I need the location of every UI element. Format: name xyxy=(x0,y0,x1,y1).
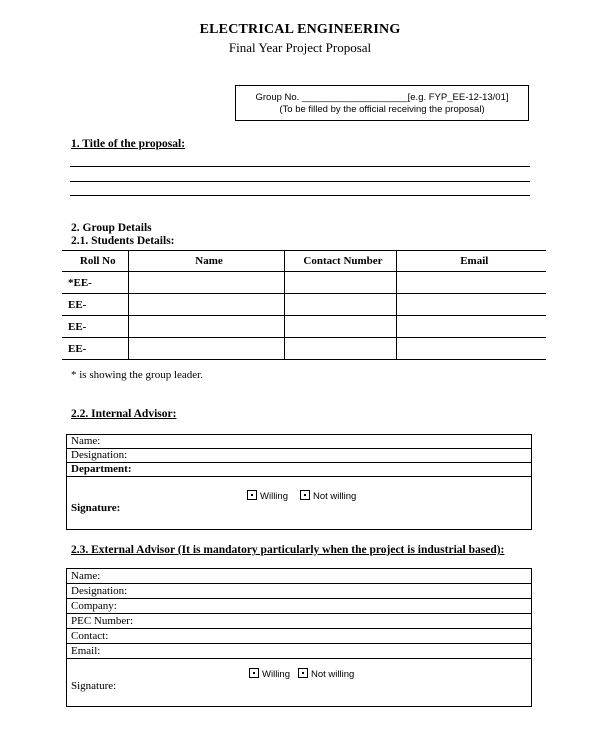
email-cell[interactable] xyxy=(396,294,546,316)
internal-advisor-heading: 2.2. Internal Advisor: xyxy=(71,408,177,420)
email-cell[interactable] xyxy=(396,338,546,360)
group-number-box xyxy=(235,85,529,121)
checkbox-icon xyxy=(249,668,259,678)
group-leader-note: * is showing the group leader. xyxy=(71,369,203,381)
contact-cell[interactable] xyxy=(284,338,396,360)
roll-cell: EE- xyxy=(62,338,128,360)
external-advisor-box xyxy=(66,568,532,707)
group-number-line: Group No. ____________________[e.g. FYP_EE-12-13/01] xyxy=(255,92,509,103)
column-header-email: Email xyxy=(396,251,546,272)
internal-not-willing-checkbox[interactable] xyxy=(300,490,356,502)
column-header-roll: Roll No xyxy=(62,251,128,272)
name-cell[interactable] xyxy=(128,338,284,360)
email-cell[interactable] xyxy=(396,316,546,338)
external-advisor-designation-field[interactable]: Designation: xyxy=(67,584,531,599)
table-row xyxy=(62,272,546,294)
roll-cell: EE- xyxy=(62,316,128,338)
external-not-willing-checkbox[interactable] xyxy=(298,668,354,680)
table-row xyxy=(62,316,546,338)
title-line-2 xyxy=(70,181,530,182)
willing-label: Willing xyxy=(260,491,288,502)
external-advisor-signature[interactable]: Signature: xyxy=(71,680,117,692)
title-line-3 xyxy=(70,195,530,196)
students-details-heading: 2.1. Students Details: xyxy=(71,235,175,247)
name-cell[interactable] xyxy=(128,272,284,294)
external-willing-checkbox[interactable] xyxy=(249,668,290,680)
checkbox-icon xyxy=(298,668,308,678)
table-row xyxy=(62,294,546,316)
not-willing-label: Not willing xyxy=(311,669,355,680)
external-advisor-name-field[interactable]: Name: xyxy=(67,569,531,584)
not-willing-label: Not willing xyxy=(313,491,357,502)
external-advisor-pec-field[interactable]: PEC Number: xyxy=(67,614,531,629)
internal-advisor-department-field[interactable]: Department: xyxy=(71,463,132,475)
roll-cell: *EE- xyxy=(62,272,128,294)
email-cell[interactable] xyxy=(396,272,546,294)
checkbox-icon xyxy=(300,490,310,500)
internal-advisor-box xyxy=(66,434,532,530)
table-header-row xyxy=(62,251,546,272)
document-subtitle: Final Year Project Proposal xyxy=(228,40,372,55)
group-details-heading: 2. Group Details xyxy=(71,222,152,234)
external-advisor-email-field[interactable]: Email: xyxy=(67,644,531,659)
name-cell[interactable] xyxy=(128,316,284,338)
contact-cell[interactable] xyxy=(284,272,396,294)
proposal-title-heading: 1. Title of the proposal: xyxy=(71,138,186,150)
title-line-1 xyxy=(70,166,530,167)
table-row xyxy=(62,338,546,360)
external-advisor-company-field[interactable]: Company: xyxy=(67,599,531,614)
column-header-contact: Contact Number xyxy=(284,251,396,272)
contact-cell[interactable] xyxy=(284,316,396,338)
internal-willing-checkbox[interactable] xyxy=(247,490,288,502)
external-advisor-heading: 2.3. External Advisor (It is mandatory particularly when the project is industrial based): xyxy=(71,544,505,556)
internal-advisor-designation-field[interactable]: Designation: xyxy=(67,449,531,463)
students-table xyxy=(62,250,546,360)
internal-advisor-name-field[interactable]: Name: xyxy=(67,435,531,449)
contact-cell[interactable] xyxy=(284,294,396,316)
column-header-name: Name xyxy=(128,251,284,272)
willing-label: Willing xyxy=(262,669,290,680)
internal-advisor-signature[interactable]: Signature: xyxy=(71,502,121,514)
document-title: ELECTRICAL ENGINEERING xyxy=(199,22,401,37)
external-advisor-contact-field[interactable]: Contact: xyxy=(67,629,531,644)
divider xyxy=(67,476,531,477)
roll-cell: EE- xyxy=(62,294,128,316)
checkbox-icon xyxy=(247,490,257,500)
name-cell[interactable] xyxy=(128,294,284,316)
group-number-note: (To be filled by the official receiving the proposal) xyxy=(279,104,485,115)
